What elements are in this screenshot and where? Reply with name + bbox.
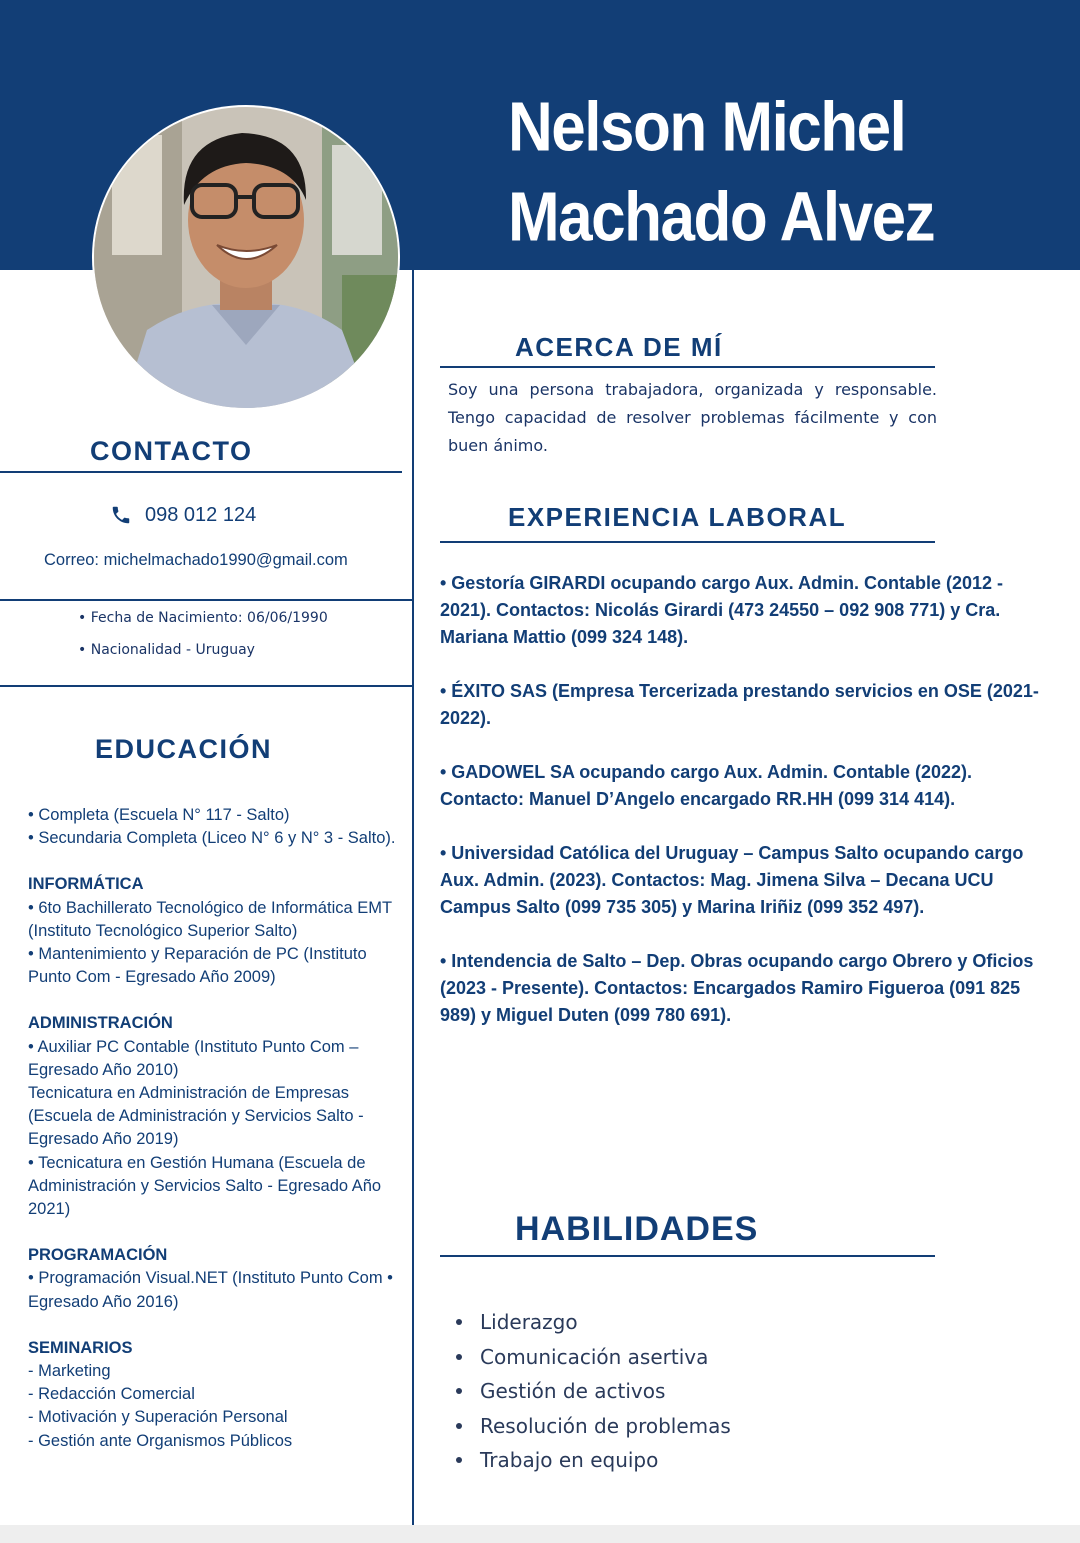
experience-item: • Gestoría GIRARDI ocupando cargo Aux. Admin. Contable (2012 - 2021). Contactos: Nicolás Girardi (473 24550 – 092 908 771) y Cra. Mariana Mattio (099 324 148). bbox=[440, 573, 1004, 647]
name-line-2: Machado Alvez bbox=[508, 179, 935, 257]
skill-item bbox=[450, 1409, 731, 1444]
skill-item bbox=[450, 1374, 731, 1409]
education-secondary: • Secundaria Completa (Liceo N° 6 y N° 3 - Salto). bbox=[28, 829, 396, 848]
informatica-heading: INFORMÁTICA bbox=[28, 875, 144, 894]
bullet-icon bbox=[456, 1319, 462, 1325]
contact-title: CONTACTO bbox=[90, 436, 253, 466]
education-primary: • Completa (Escuela N° 117 - Salto) bbox=[28, 806, 290, 824]
experience-title: EXPERIENCIA LABORAL bbox=[508, 502, 847, 532]
seminario-item: - Motivación y Superación Personal bbox=[28, 1408, 288, 1427]
seminarios-heading: SEMINARIOS bbox=[28, 1338, 133, 1357]
informatica-item: • 6to Bachillerato Tecnológico de Informática EMT (Instituto Tecnológico Superior Salto) bbox=[28, 898, 392, 940]
seminario-item: - Gestión ante Organismos Públicos bbox=[28, 1431, 293, 1450]
skill-item bbox=[450, 1340, 731, 1375]
profile-photo bbox=[92, 105, 400, 410]
bullet-icon bbox=[456, 1388, 462, 1394]
seminario-item: - Redacción Comercial bbox=[28, 1385, 195, 1404]
birth-item: • Fecha de Nacimiento: 06/06/1990 bbox=[78, 610, 328, 626]
experience-list bbox=[440, 570, 1040, 1056]
administracion-item: Tecnicatura en Administración de Empresas (Escuela de Administración y Servicios Salto - Egresado Año 2019) bbox=[28, 1084, 364, 1149]
experience-item: • ÉXITO SAS (Empresa Tercerizada prestando servicios en OSE (2021-2022). bbox=[440, 681, 1039, 728]
contact-divider-top bbox=[0, 599, 412, 601]
skills-list bbox=[450, 1305, 731, 1478]
skill-item bbox=[450, 1443, 731, 1478]
profile-portrait-illustration bbox=[92, 105, 400, 410]
administracion-item: • Auxiliar PC Contable (Instituto Punto Com – Egresado Año 2010) bbox=[28, 1037, 359, 1079]
skills-title-rule bbox=[440, 1255, 935, 1257]
contact-title-rule bbox=[0, 471, 402, 473]
skill-label: Gestión de activos bbox=[480, 1379, 666, 1404]
experience-item: • Intendencia de Salto – Dep. Obras ocupando cargo Obrero y Oficios (2023 - Presente). Contactos: Encargados Ramiro Figueroa (091 825 989) y Miguel Duten (099 780 691). bbox=[440, 951, 1034, 1025]
bullet-icon bbox=[456, 1457, 462, 1463]
bullet-icon bbox=[456, 1423, 462, 1429]
email: Correo: michelmachado1990@gmail.com bbox=[44, 551, 348, 569]
phone-icon bbox=[110, 504, 134, 528]
skill-label: Resolución de problemas bbox=[480, 1413, 731, 1438]
programacion-heading: PROGRAMACIÓN bbox=[28, 1246, 168, 1265]
experience-item: • GADOWEL SA ocupando cargo Aux. Admin. Contable (2022). Contacto: Manuel D’Angelo encargado RR.HH (099 314 414). bbox=[440, 762, 973, 809]
skill-label: Comunicación asertiva bbox=[480, 1344, 709, 1369]
programacion-item: • Programación Visual.NET (Instituto Punto Com • Egresado Año 2016) bbox=[28, 1269, 393, 1311]
education-title: EDUCACIÓN bbox=[95, 734, 273, 764]
skill-label: Liderazgo bbox=[480, 1310, 578, 1335]
phone-number: 098 012 124 bbox=[145, 504, 257, 526]
contact-divider-bottom bbox=[0, 685, 412, 687]
experience-title-rule bbox=[440, 541, 935, 543]
nationality-item: • Nacionalidad - Uruguay bbox=[78, 642, 255, 658]
education-list bbox=[28, 804, 413, 1453]
seminario-item: - Marketing bbox=[28, 1362, 111, 1381]
about-title-rule bbox=[440, 366, 935, 368]
skill-item bbox=[450, 1305, 731, 1340]
skills-title: HABILIDADES bbox=[515, 1210, 759, 1248]
page-footer-band bbox=[0, 1525, 1080, 1543]
experience-item: • Universidad Católica del Uruguay – Campus Salto ocupando cargo Aux. Admin. (2023). Contactos: Mag. Jimena Silva – Decana UCU Campus Salto (099 735 305) y Marina Iriñiz (099 352 497). bbox=[440, 843, 1024, 917]
about-text: Soy una persona trabajadora, organizada y responsable. Tengo capacidad de resolver problemas fácilmente y con buen ánimo. bbox=[448, 380, 937, 455]
about-title: ACERCA DE MÍ bbox=[515, 332, 723, 362]
skill-label: Trabajo en equipo bbox=[480, 1448, 659, 1473]
birth-date: Fecha de Nacimiento: 06/06/1990 bbox=[90, 610, 328, 626]
administracion-heading: ADMINISTRACIÓN bbox=[28, 1014, 173, 1033]
administracion-item: • Tecnicatura en Gestión Humana (Escuela de Administración y Servicios Salto - Egresado Año 2021) bbox=[28, 1153, 382, 1219]
nationality: Nacionalidad - Uruguay bbox=[90, 642, 255, 658]
informatica-item: • Mantenimiento y Reparación de PC (Instituto Punto Com - Egresado Año 2009) bbox=[28, 945, 367, 987]
bullet-icon bbox=[456, 1354, 462, 1360]
name-line-1: Nelson Michel bbox=[508, 89, 906, 167]
